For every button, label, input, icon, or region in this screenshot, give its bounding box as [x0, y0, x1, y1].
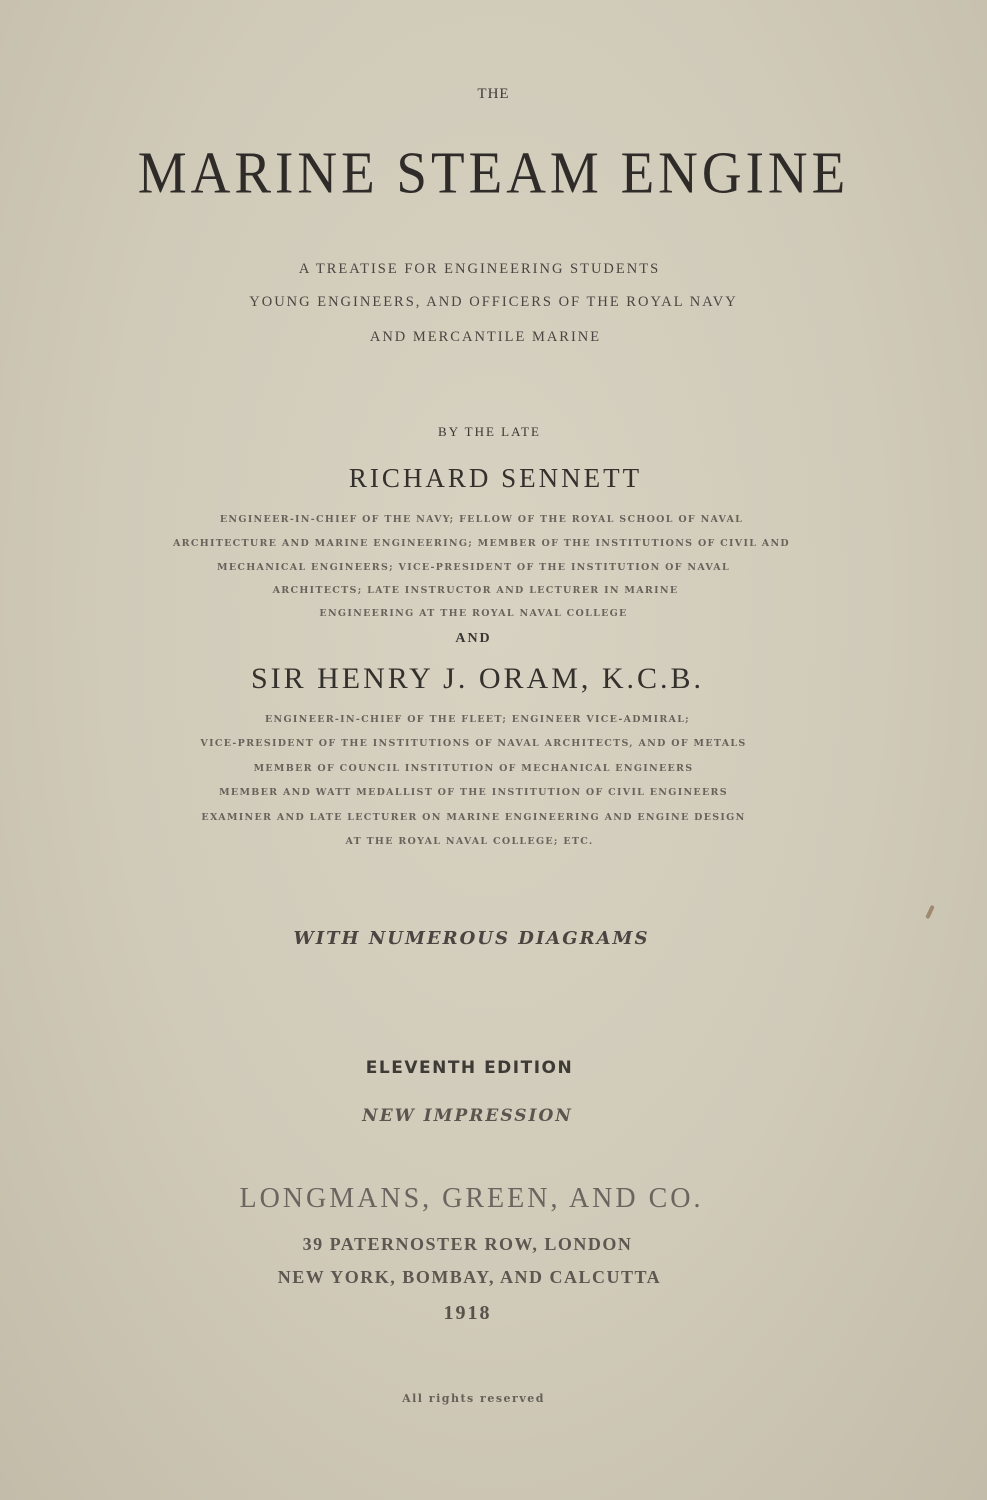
conjunction: AND — [455, 631, 492, 646]
diagrams-note: WITH NUMEROUS DIAGRAMS — [293, 928, 650, 949]
author-credentials-line: ARCHITECTURE AND MARINE ENGINEERING; MEMBER OF THE INSTITUTIONS OF CIVIL AND — [173, 538, 790, 549]
publisher-name: LONGMANS, GREEN, AND CO. — [239, 1183, 704, 1214]
author-credentials-line: VICE-PRESIDENT OF THE INSTITUTIONS OF NAVAL ARCHITECTS, AND OF METALS — [200, 738, 747, 749]
author-name: RICHARD SENNETT — [348, 463, 643, 493]
by-line: BY THE LATE — [438, 424, 541, 439]
subtitle-line: A TREATISE FOR ENGINEERING STUDENTS — [298, 261, 661, 277]
author-credentials-line: ENGINEER-IN-CHIEF OF THE NAVY; FELLOW OF THE ROYAL SCHOOL OF NAVAL — [219, 514, 744, 525]
author-name: SIR HENRY J. ORAM, K.C.B. — [250, 662, 705, 695]
impression-label: NEW IMPRESSION — [362, 1106, 573, 1126]
author-credentials-line: ARCHITECTS; LATE INSTRUCTOR AND LECTURER IN MARINE — [272, 585, 679, 596]
rights-notice: All rights reserved — [402, 1392, 545, 1405]
author-credentials-line: EXAMINER AND LATE LECTURER ON MARINE ENGINEERING AND ENGINE DESIGN — [201, 812, 746, 823]
subtitle-line: YOUNG ENGINEERS, AND OFFICERS OF THE ROYAL NAVY — [249, 294, 738, 310]
author-credentials-line: ENGINEER-IN-CHIEF OF THE FLEET; ENGINEER VICE-ADMIRAL; — [264, 714, 690, 725]
paper-blemish — [925, 905, 935, 919]
author-credentials-line: AT THE ROYAL NAVAL COLLEGE; ETC. — [345, 836, 594, 847]
author-credentials-line: MEMBER OF COUNCIL INSTITUTION OF MECHANICAL ENGINEERS — [253, 763, 694, 774]
title-article: THE — [477, 86, 510, 102]
edition-label: ELEVENTH EDITION — [365, 1058, 574, 1078]
author-credentials-line: ENGINEERING AT THE ROYAL NAVAL COLLEGE — [319, 608, 628, 619]
subtitle-line: AND MERCANTILE MARINE — [369, 329, 602, 345]
book-title: MARINE STEAM ENGINE — [137, 139, 850, 206]
publication-year: 1918 — [443, 1302, 492, 1324]
author-credentials-line: MECHANICAL ENGINEERS; VICE-PRESIDENT OF THE INSTITUTION OF NAVAL — [217, 562, 730, 573]
author-credentials-line: MEMBER AND WATT MEDALLIST OF THE INSTITUTION OF CIVIL ENGINEERS — [219, 787, 728, 798]
publisher-address-line: NEW YORK, BOMBAY, AND CALCUTTA — [277, 1267, 662, 1287]
publisher-address-line: 39 PATERNOSTER ROW, LONDON — [302, 1234, 633, 1254]
